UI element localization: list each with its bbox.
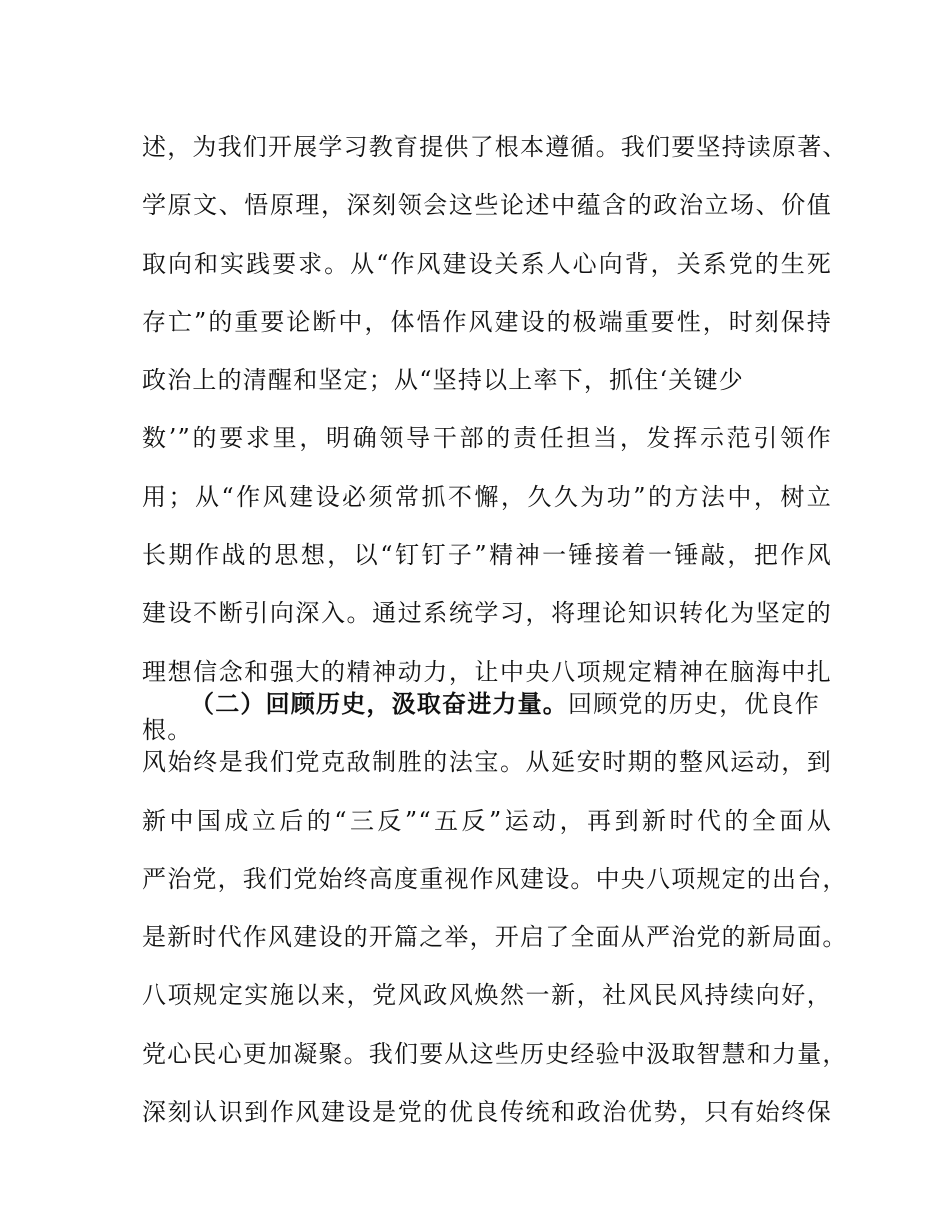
paragraph-line: 严治党，我们党始终高度重视作风建设。中央八项规定的出台， — [142, 864, 848, 893]
section-heading: （二）回顾历史，汲取奋进力量。 — [190, 690, 568, 718]
paragraph-line: 取向和实践要求。从“作风建设关系人心向背，关系党的生死 — [142, 249, 832, 278]
paragraph-line: 理想信念和强大的精神动力，让中央八项规定精神在脑海中扎 — [142, 657, 832, 686]
paragraph-line: 新中国成立后的“三反”“五反”运动，再到新时代的全面从 — [142, 806, 832, 835]
paragraph-line-rest: 回顾党的历史，优良作 — [568, 690, 820, 718]
paragraph-line: 党心民心更加凝聚。我们要从这些历史经验中汲取智慧和力量， — [142, 1039, 848, 1068]
paragraph-line: 长期作战的思想，以“钉钉子”精神一锤接着一锤敲，把作风 — [142, 541, 832, 570]
paragraph-line: 风始终是我们党克敌制胜的法宝。从延安时期的整风运动，到 — [142, 748, 832, 777]
paragraph-first-line — [142, 675, 832, 733]
paragraph-line: 八项规定实施以来，党风政风焕然一新，社风民风持续向好， — [142, 981, 832, 1010]
paragraph-line: 政治上的清醒和坚定；从“坚持以上率下，抓住‘关键少 — [142, 366, 744, 395]
paragraph-line: 是新时代作风建设的开篇之举，开启了全面从严治党的新局面。 — [142, 923, 848, 952]
paragraph-line: 深刻认识到作风建设是党的优良传统和政治优势，只有始终保 — [142, 1098, 832, 1127]
paragraph-1 — [142, 118, 848, 759]
paragraph-line: 根。 — [142, 715, 193, 744]
paragraph-line: 用；从“作风建设必须常抓不懈，久久为功”的方法中，树立 — [142, 482, 832, 511]
paragraph-line: 存亡”的重要论断中，体悟作风建设的极端重要性，时刻保持 — [142, 307, 832, 336]
paragraph-2 — [142, 675, 848, 1141]
paragraph-line: 建设不断引向深入。通过系统学习，将理论知识转化为坚定的 — [142, 599, 832, 628]
paragraph-line: 学原文、悟原理，深刻领会这些论述中蕴含的政治立场、价值 — [142, 191, 832, 220]
paragraph-line: 述，为我们开展学习教育提供了根本遵循。我们要坚持读原著、 — [142, 133, 848, 161]
paragraph-line: 数’”的要求里，明确领导干部的责任担当，发挥示范引领作 — [142, 424, 832, 453]
